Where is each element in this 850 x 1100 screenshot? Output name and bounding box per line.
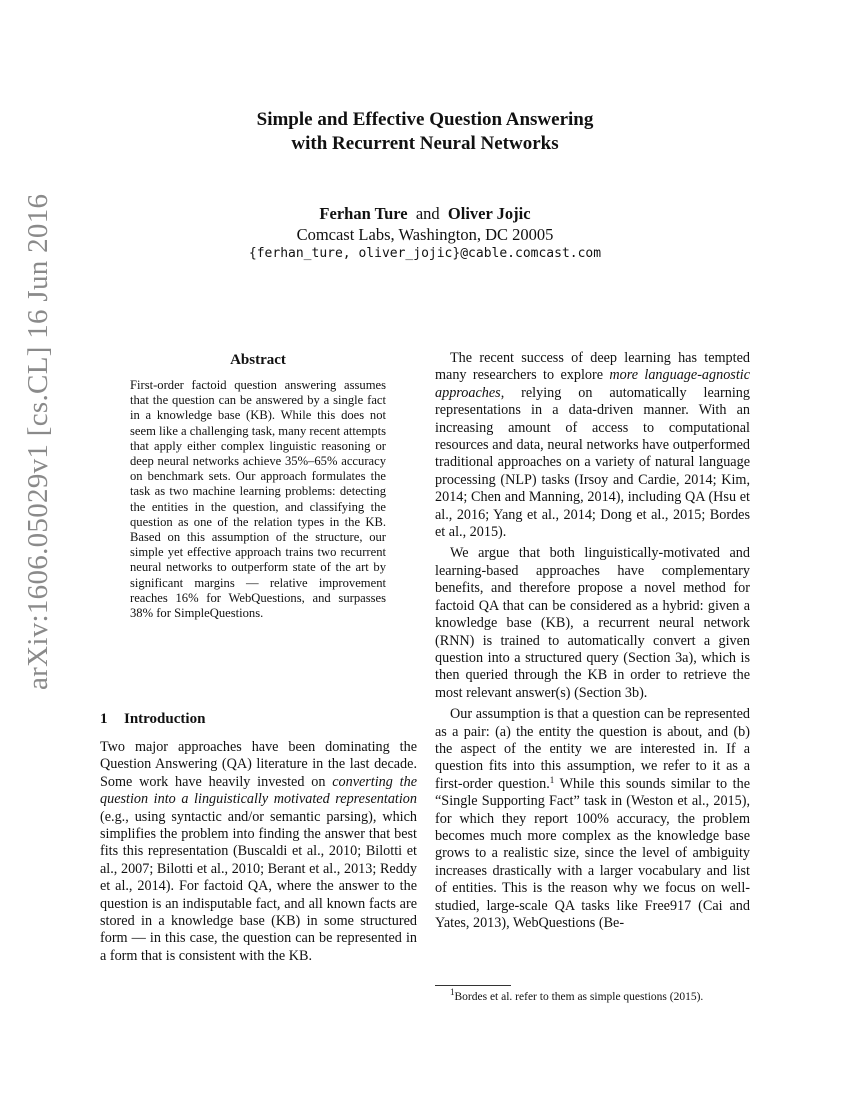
introduction-right-column: [435, 350, 750, 936]
abstract-heading: Abstract: [230, 352, 286, 368]
right-paragraph-3: [435, 706, 750, 932]
section-heading-introduction: [100, 709, 418, 729]
author-1: Ferhan Ture: [319, 204, 408, 223]
intro-p1-text-a: Two major approaches have been dominating the Question Answering (QA) literature in the last decade. Some work have heavily invested on: [100, 739, 417, 790]
footnote: [435, 987, 750, 1004]
author-and: and: [415, 204, 440, 223]
right-p1-text-b: , relying on automatically learning representations in a data-driven manner. With an increasing amount of access to computational resources and data, neural networks have outperformed traditional approaches on a variety of natural language processing (NLP) tasks (Irsoy and Cardie, 2014; Kim, 2014; Chen and Manning, 2014), including QA (Hsu et al., 2016; Yang et al., 2014; Dong et al., 2015; Bordes et al., 2015).: [435, 384, 750, 541]
footnote-text: Bordes et al. refer to them as simple questions (2015).: [454, 991, 704, 1003]
footnote-number: 1: [450, 987, 455, 997]
email-address: {ferhan_ture, oliver_jojic}@cable.comcast.com: [248, 246, 602, 261]
authors-line: [0, 204, 850, 224]
affiliation: Comcast Labs, Washington, DC 20005: [296, 225, 554, 244]
right-p1-emphasis: more language-agnostic approaches: [435, 367, 750, 401]
arxiv-stamp: arXiv:1606.05029v1 [cs.CL] 16 Jun 2016: [22, 193, 54, 690]
intro-paragraph-1: [100, 739, 417, 965]
right-p3-text-b: While this sounds similar to the “Single Supporting Fact” task in (Weston et al., 2015), for which they report 100% accuracy, the problem becomes much more complex as the knowledge base grows to a realistic size, since the level of ambiguity increases drastically with a larger vocabulary and list of entities. This is the reason why we focus on well-studied, large-scale QA tasks like Free917 (Cai and Yates, 2013), WebQuestions (Be-: [435, 775, 750, 931]
author-2: Oliver Jojic: [447, 204, 531, 223]
footnote-marker: 1: [549, 774, 555, 785]
right-p1-text-a: The recent success of deep learning has tempted many researchers to explore: [435, 350, 750, 384]
title-line-1: Simple and Effective Question Answering: [256, 109, 594, 130]
introduction-left-column: [100, 739, 417, 969]
title-line-2: with Recurrent Neural Networks: [291, 133, 559, 154]
right-p3-text-a: Our assumption is that a question can be represented as a pair: (a) the entity the question is about, and (b) the aspect of the entity we are interested in. If a question fits into this assumption, we refer to it as a first-order question.: [435, 706, 750, 792]
section-number: 1: [100, 711, 108, 727]
intro-p1-emphasis: converting the question into a linguistically motivated representation: [100, 773, 417, 808]
right-paragraph-2: We argue that both linguistically-motivated and learning-based approaches have complementary benefits, and therefore propose a novel method for factoid QA that can be considered as a hybrid: given a knowledge base (KB), a recurrent neural network (RNN) is trained to automatically convert a given question into a structured query (Section 3a), which is then queried through the KB in order to retrieve the most relevant answer(s) (Section 3b).: [435, 545, 750, 701]
footnote-rule: [435, 985, 511, 986]
paper-title: [0, 108, 850, 156]
intro-p1-text-b: (e.g., using syntactic and/or semantic parsing), which simplifies the problem into finding the answer that best fits this representation (Buscaldi et al., 2010; Bilotti et al., 2007; Bilotti et al., 2010; Berant et al., 2013; Reddy et al., 2014). For factoid QA, where the answer to the question is an indisputable fact, and all known facts are stored in a knowledge base (KB) in some structured form — in this case, the question can be represented in a form that is consistent with the KB.: [100, 808, 417, 964]
abstract-text: First-order factoid question answering assumes that the question can be answered by a single fact in a knowledge base (KB). While this does not seem like a challenging task, many recent attempts that apply either complex linguistic reasoning or deep neural networks achieve 35%–65% accuracy on benchmark sets. Our approach formulates the task as two machine learning problems: detecting the entities in the question, and classifying the question as one of the relation types in the KB. Based on this assumption of the structure, our simple yet effective approach trains two recurrent neural networks to outperform state of the art by significant margins — relative improvement reaches 16% for WebQuestions, and surpasses 38% for SimpleQuestions.: [130, 378, 386, 621]
abstract-body: [130, 378, 386, 621]
right-paragraph-1: [435, 350, 750, 541]
section-title: Introduction: [124, 711, 206, 727]
